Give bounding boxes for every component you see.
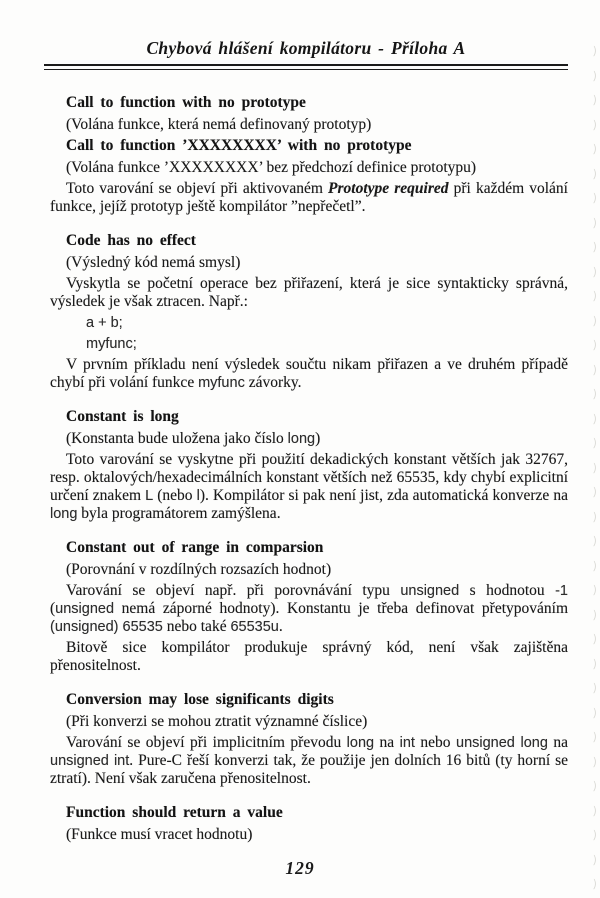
- page-footer: [0, 858, 600, 879]
- text-run: Bitově sice kompilátor produkuje správný kód, není však zajištěna přenositelnost.: [50, 639, 568, 674]
- text-run: long: [50, 506, 78, 522]
- text-run: ). Kompilátor si pak není jist, zda automatická konverze na: [199, 487, 568, 504]
- text-run: int: [399, 735, 415, 751]
- message-heading: [66, 804, 568, 822]
- binding-mark-icon: ): [593, 730, 597, 744]
- message-heading: [66, 137, 568, 155]
- text-run: Call to function with no prototype: [66, 94, 306, 111]
- text-run: (unsigned) 65535: [50, 619, 163, 635]
- text-run: (Volána funkce ’XXXXXXXX’ bez předchozí definice prototypu): [66, 159, 477, 176]
- document-section: [50, 94, 568, 216]
- binding-mark-icon: ): [593, 657, 597, 670]
- binding-mark-icon: ): [593, 69, 597, 82]
- paragraph: [50, 451, 568, 523]
- binding-mark-icon: ): [593, 436, 597, 450]
- binding-mark-icon: ): [593, 44, 597, 58]
- binding-mark-icon: ): [593, 828, 597, 842]
- text-run: . Pure-C řeší konverzi tak, že použije jen dolních 16 bitů (ty horní se ztratí). Není však zaručena přenositelnost.: [50, 752, 569, 787]
- text-run: V prvním příkladu není výsledek součtu nikam přiřazen a ve druhém případě chybí při volání funkce: [50, 356, 568, 391]
- binding-mark-icon: ): [593, 314, 597, 327]
- code-line: [86, 314, 568, 332]
- document-content: [44, 94, 568, 844]
- text-run: s hodnotou: [459, 582, 556, 599]
- paragraph: [50, 180, 568, 216]
- text-run: při každém volání funkce, jejíž prototyp ještě kompilátor ”nepřečetl”.: [50, 180, 568, 215]
- paragraph: [50, 275, 568, 311]
- text-run: .: [278, 618, 283, 635]
- text-run: Vyskytla se početní operace bez přiřazení, která je sice syntakticky správná, výsledek je však ztracen. Např.:: [50, 275, 568, 310]
- text-run: nemá záporné hodnoty). Konstantu je třeba definovat přetypováním: [114, 600, 568, 617]
- text-run: závorky.: [244, 374, 302, 391]
- text-run: myfunc: [198, 375, 245, 391]
- text-run: myfunc;: [86, 336, 137, 352]
- binding-mark-icon: ): [593, 755, 597, 768]
- binding-mark-icon: ): [593, 510, 597, 523]
- translation-line: [66, 561, 568, 579]
- text-run: unsigned: [400, 583, 460, 599]
- text-run: (Konstanta bude uložena jako číslo: [66, 430, 288, 447]
- message-heading: [66, 94, 568, 112]
- text-run: 65535u: [230, 619, 279, 635]
- binding-mark-icon: ): [593, 804, 597, 817]
- message-heading: [66, 232, 568, 250]
- binding-mark-icon: ): [593, 632, 597, 646]
- text-run: Toto varování se objeví při aktivovaném: [66, 180, 329, 197]
- page-title: Chybová hlášení kompilátoru - Příloha A: [146, 38, 466, 58]
- binding-mark-icon: ): [593, 485, 597, 499]
- text-run: ): [315, 430, 321, 447]
- binding-mark-icon: ): [593, 167, 597, 180]
- message-heading: [66, 539, 568, 557]
- text-run: (Volána funkce, která nemá definovaný prototyp): [66, 116, 372, 133]
- page-header: [44, 38, 568, 70]
- translation-line: [66, 116, 568, 134]
- translation-line: [66, 713, 568, 731]
- text-run: (Výsledný kód nemá smysl): [66, 254, 241, 271]
- binding-mark-icon: ): [593, 681, 597, 695]
- page-number: 129: [285, 858, 315, 878]
- text-run: (Funkce musí vracet hodnotu): [66, 826, 253, 843]
- text-run: Call to function ’XXXXXXXX’ with no prototype: [66, 137, 412, 154]
- text-run: long: [287, 431, 316, 447]
- text-run: (Porovnání v rozdílných rozsazích hodnot): [66, 561, 332, 578]
- text-run: (Při konverzi se mohou ztratit významné číslice): [66, 713, 368, 730]
- binding-mark-icon: ): [593, 877, 597, 891]
- text-run: a + b;: [86, 315, 123, 331]
- binding-mark-icon: ): [593, 387, 597, 401]
- text-run: unsigned: [55, 601, 115, 617]
- text-run: Constant is long: [66, 408, 179, 425]
- document-section: [50, 232, 568, 392]
- text-run: na: [547, 734, 568, 751]
- document-section: [50, 539, 568, 675]
- text-run: nebo také: [162, 618, 231, 635]
- binding-marks: [593, 46, 597, 890]
- text-run: Varování se objeví při implicitním převodu: [66, 734, 347, 751]
- binding-mark-icon: ): [593, 583, 597, 597]
- binding-mark-icon: ): [593, 363, 597, 376]
- text-run: na: [374, 734, 400, 751]
- binding-mark-icon: ): [593, 608, 597, 621]
- document-section: [50, 804, 568, 844]
- text-run: byla programátorem zamýšlena.: [77, 505, 281, 522]
- binding-mark-icon: ): [593, 412, 597, 425]
- binding-mark-icon: ): [593, 265, 597, 278]
- text-run: long: [346, 735, 375, 751]
- text-run: Constant out of range in comparsion: [66, 539, 324, 556]
- binding-mark-icon: ): [593, 118, 597, 131]
- binding-mark-icon: ): [593, 240, 597, 254]
- translation-line: [66, 254, 568, 272]
- paragraph: [50, 356, 568, 392]
- paragraph: [50, 582, 568, 636]
- translation-line: [66, 430, 568, 448]
- message-heading: [66, 408, 568, 426]
- message-heading: [66, 691, 568, 709]
- binding-mark-icon: ): [593, 338, 597, 352]
- paragraph: [50, 734, 568, 788]
- text-run: Function should return a value: [66, 804, 283, 821]
- text-run: unsigned long: [456, 735, 548, 751]
- translation-line: [66, 159, 568, 177]
- text-run: Code has no effect: [66, 232, 196, 249]
- binding-mark-icon: ): [593, 779, 597, 793]
- text-run: nebo: [414, 734, 457, 751]
- text-run: Conversion may lose significants digits: [66, 691, 334, 708]
- binding-mark-icon: ): [593, 853, 597, 866]
- translation-line: [66, 826, 568, 844]
- text-run: Varování se objeví např. při porovnávání typu: [66, 582, 401, 599]
- binding-mark-icon: ): [593, 706, 597, 719]
- text-run: (nebo: [153, 487, 197, 504]
- text-run: l: [196, 488, 200, 504]
- binding-mark-icon: ): [593, 289, 597, 303]
- binding-mark-icon: ): [593, 191, 597, 205]
- text-run: Toto varování se vyskytne při použití dekadických konstant větších jak 32767, resp. oktalových/hexadecimálních konstant větších než 65535, kdy chybí explicitní určení znakem: [50, 451, 568, 504]
- binding-mark-icon: ): [593, 559, 597, 572]
- binding-mark-icon: ): [593, 216, 597, 229]
- binding-mark-icon: ): [593, 461, 597, 474]
- text-run: unsigned int: [50, 753, 130, 769]
- binding-mark-icon: ): [593, 142, 597, 156]
- text-run: Prototype required: [328, 180, 449, 197]
- paragraph: [50, 639, 568, 675]
- text-run: (: [50, 600, 56, 617]
- document-section: [50, 408, 568, 523]
- binding-mark-icon: ): [593, 93, 597, 107]
- document-section: [50, 691, 568, 788]
- binding-mark-icon: ): [593, 534, 597, 548]
- text-run: -1: [555, 583, 568, 599]
- header-rule: [44, 64, 568, 70]
- code-line: [86, 335, 568, 353]
- text-run: L: [145, 488, 154, 504]
